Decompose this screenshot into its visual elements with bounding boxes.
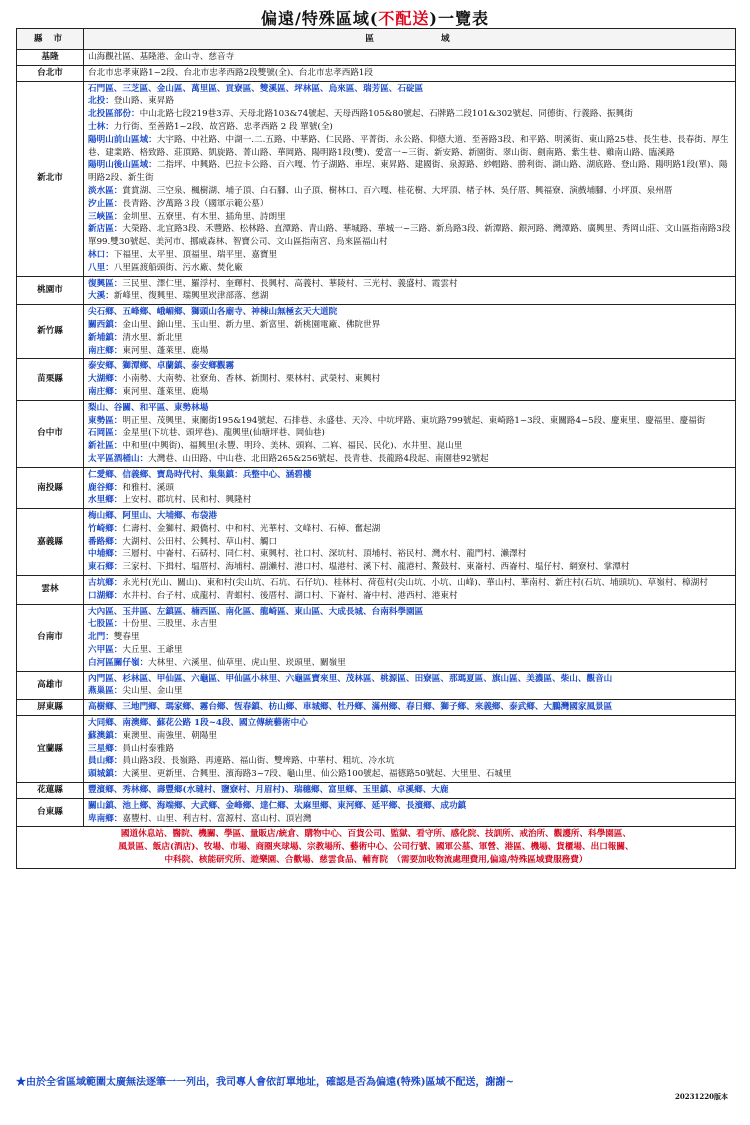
area-detail: 大湖村、公田村、公興村、草山村、觸口 <box>122 536 278 547</box>
area-heading: 陽明山後山區域： <box>88 160 157 171</box>
area-heading: 石岡區： <box>88 428 123 439</box>
table-row <box>17 359 736 400</box>
county-cell: 高雄市 <box>17 671 84 700</box>
area-cell <box>84 783 736 799</box>
area-cell <box>84 716 736 783</box>
area-heading: 北門： <box>88 632 114 643</box>
area-line <box>88 262 731 275</box>
area-line <box>88 211 731 224</box>
area-line <box>88 332 731 345</box>
area-line <box>88 83 731 96</box>
area-detail: 中和里(中興街)、福興里(永豐、明玲、美林、頭嵙、二嵙、福民、民化)、水井里、崑山里 <box>122 441 463 452</box>
table-row <box>17 798 736 827</box>
title-no-delivery: 不配送 <box>378 9 430 28</box>
area-line <box>88 453 731 466</box>
area-line <box>88 278 731 291</box>
area-line <box>88 386 731 399</box>
area-detail: 尖山里、金山里 <box>122 686 183 697</box>
exclusion-list <box>17 827 736 868</box>
area-heading: 三峽區： <box>88 211 123 222</box>
area-heading: 林口： <box>88 249 114 260</box>
area-detail: 十份里、三股里、永吉里 <box>122 619 217 630</box>
area-heading: 汐止區： <box>88 198 123 209</box>
area-detail: 東河里、蓬萊里、鹿場 <box>122 345 209 356</box>
area-heading: 仁愛鄉、信義鄉、寶島時代村、集集鎮：兵整中心、涵碧樓 <box>88 469 312 480</box>
area-cell <box>84 359 736 400</box>
area-line <box>88 469 731 482</box>
area-line <box>88 717 731 730</box>
area-heading: 東勢區： <box>88 415 123 426</box>
area-detail: 和雅村、溪頭 <box>122 482 174 493</box>
area-heading: 大內區、玉井區、左鎮區、楠西區、南化區、龍崎區、東山區、大成長城、台南科學園區 <box>88 606 424 617</box>
area-detail: 賞賞湖、三空泉、楓樹湖、埔子頂、白石腳、山子頂、樹林口、百六嘎、桂花樹、大坪頂、楮子林、吳仔厝、興福寮、演戲埔腳、小坪頂、泉州厝 <box>122 185 673 196</box>
area-detail: 員山路3段、長嶺路、再連路、福山街、雙埤路、中華村、粗坑、冷水坑 <box>122 756 395 767</box>
area-heading: 口湖鄉： <box>88 590 123 601</box>
area-heading: 六甲區： <box>88 645 123 656</box>
area-line <box>88 523 731 536</box>
table-row <box>17 716 736 783</box>
disclaimer-note <box>16 1073 514 1088</box>
area-line <box>88 730 731 743</box>
exclusion-line: 中科院、核能研究所、遊樂園、合歡場、慈雲食品、輔育院 （需要加收物流處理費用,偏遠/特殊區域費服務費） <box>164 855 588 866</box>
area-line <box>88 306 731 319</box>
area-heading: 梅山鄉、阿里山、大埔鄉、布袋港 <box>88 511 217 522</box>
county-cell: 台南市 <box>17 604 84 671</box>
area-detail: 嘉豐村、山里、利吉村、富源村、富山村、頂岩灣 <box>122 813 312 824</box>
header-county: 縣 市 <box>17 29 84 50</box>
area-heading: 淡水區： <box>88 185 123 196</box>
area-detail: 仁壽村、金獅村、緞僑村、中和村、光華村、文峰村、石棹、奮起湖 <box>122 523 381 534</box>
table-row <box>17 467 736 508</box>
area-cell <box>84 81 736 276</box>
version-label: 20231220版本 <box>675 1092 728 1101</box>
star-icon: ★ <box>16 1077 26 1088</box>
area-heading: 頭城鎮： <box>88 769 123 780</box>
table-row <box>17 50 736 66</box>
county-cell: 南投縣 <box>17 467 84 508</box>
area-line <box>88 618 731 631</box>
area-detail: 二指坪、中興路、巴拉卡公路、百六嘎、竹子湖路、車埕、東昇路、建國街、泉源路、紗帽路、勝利街、湖山路、湖底路、登山路、陽明路1段(單)、陽明路2段、新生街 <box>88 160 728 184</box>
area-line <box>88 494 731 507</box>
table-row <box>17 700 736 716</box>
area-heading: 古坑鄉： <box>88 578 123 589</box>
area-detail: 小南勢、大南勢、社寮角、香林、新開村、栗林村、武榮村、東興村 <box>122 374 381 385</box>
area-heading: 陽明山前山區域： <box>88 134 157 145</box>
county-cell: 新北市 <box>17 81 84 276</box>
area-detail: 大榮路、北宜路3段、禾豐路、松林路、直潭路、青山路、華城路、華城一~三路、新烏路3段、新潭路、銀河路、灣潭路、廣興里、秀岡山莊、文山區指南路3段單99.雙30號起、美河市、挪威森林、智寶公司、文山區指南宮、烏來區福山村 <box>88 224 731 248</box>
area-heading: 燕巢區： <box>88 686 123 697</box>
area-heading: 大湖鄉： <box>88 374 123 385</box>
area-detail: 大林里、六溪里、仙草里、虎山里、崁頭里、關嶺里 <box>148 657 346 668</box>
area-cell <box>84 604 736 671</box>
area-line <box>88 159 731 185</box>
disclaimer-text: 由於全省區域範圍太廣無法逐筆一一列出，我司專人會依訂單地址，確認是否為偏遠(特殊)區域不配送，謝謝~ <box>26 1077 514 1088</box>
area-cell <box>84 671 736 700</box>
area-heading: 番路鄉： <box>88 536 123 547</box>
county-cell: 雲林 <box>17 576 84 605</box>
area-cell <box>84 305 736 359</box>
area-line <box>88 548 731 561</box>
area-heading: 鹿谷鄉： <box>88 482 123 493</box>
area-heading: 東石鄉： <box>88 562 123 573</box>
area-line <box>88 415 731 428</box>
area-line <box>88 345 731 358</box>
exclusion-line: 國道休息站、醫院、機關、學區、量販店/統倉、購物中心、百貨公司、監獄、看守所、感化院、技訓所、戒治所、觀護所、科學園區、 <box>120 829 632 840</box>
area-heading: 卑南鄉： <box>88 813 123 824</box>
area-heading: 石門區、三芝區、金山區、萬里區、貢寮區、雙溪區、坪林區、烏來區、瑞芳區、石碇區 <box>88 83 424 94</box>
area-line <box>88 673 731 686</box>
area-heading: 八里： <box>88 262 114 273</box>
area-line <box>88 360 731 373</box>
area-line <box>88 813 731 826</box>
area-heading: 泰安鄉、獅潭鄉、卓蘭鎮、泰安鄉觀霧 <box>88 361 235 372</box>
area-detail: 大宇路、中社路、中湖一.二.五路、中華路、仁民路、平菁街、永公路、仰德大道、至善路3段、和平路、明溪街、東山路25巷、長生巷、長春街、厚生巷、建業路、格致路、莊頂路、凱旋路、菁山路、華岡路、陽明路1段(雙)、愛富一~三街、新安路、新園街、翠山街、劍南路、紫生巷、雞南山路、臨溪路 <box>88 134 729 158</box>
area-line <box>88 108 731 121</box>
area-heading: 關西鎮： <box>88 319 123 330</box>
area-detail: 三家村、下揖村、塭厝村、海埔村、副瀨村、港口村、塭港村、溪下村、龍港村、鰲鼓村、東崙村、西崙村、塭仔村、網寮村、掌潭村 <box>122 562 630 573</box>
table-row <box>17 305 736 359</box>
area-line <box>88 185 731 198</box>
area-heading: 南庄鄉： <box>88 345 123 356</box>
area-heading: 中埔鄉： <box>88 549 123 560</box>
area-detail: 東河里、蓬萊里、鹿場 <box>122 386 209 397</box>
exclusion-line: 風景區、飯店(酒店)、牧場、市場、商圈夾球場、宗教場所、藝術中心、公司行號、國軍公墓、軍營、港區、機場、貨櫃場、出口報關、 <box>118 842 634 853</box>
county-cell: 桃園市 <box>17 276 84 305</box>
area-detail: 東澳里、南強里、朝陽里 <box>122 730 217 741</box>
area-cell <box>84 576 736 605</box>
area-detail: 永光村(光山、關山)、東和村(尖山坑、石坑、石仔坑)、桂林村、荷苞村(尖山坑、小坑、山峰)、華山村、華南村、新庄村(石坑、埔頭坑)、草嶺村、樟湖村 <box>122 578 708 589</box>
area-line <box>88 606 731 619</box>
area-detail: 台北市忠孝東路1~2段、台北市忠孝西路2段雙號(全)、台北市忠孝西路1段 <box>88 67 373 78</box>
area-heading: 北投區部份： <box>88 109 140 120</box>
area-line <box>88 373 731 386</box>
area-line <box>88 134 731 160</box>
remote-area-table <box>16 28 736 869</box>
area-cell <box>84 798 736 827</box>
area-heading: 尖石鄉、五峰鄉、峨嵋鄉、獅頭山各廟寺、神棟山無極玄天大道院 <box>88 307 338 318</box>
area-line <box>88 95 731 108</box>
area-heading: 水里鄉： <box>88 495 123 506</box>
area-line <box>88 631 731 644</box>
area-line <box>88 51 731 64</box>
area-detail: 雙春里 <box>113 632 140 643</box>
county-cell: 苗栗縣 <box>17 359 84 400</box>
table-row <box>17 400 736 467</box>
county-cell: 花蓮縣 <box>17 783 84 799</box>
area-heading: 大同鄉、南澳鄉、蘇花公路 1段~4段、國立傳統藝術中心 <box>88 718 308 729</box>
county-cell: 基隆 <box>17 50 84 66</box>
header-area: 區 域 <box>84 29 736 50</box>
area-line <box>88 577 731 590</box>
area-cell <box>84 700 736 716</box>
area-detail: 金星里(下坑巷、頭坪巷)、龍興里(仙塘坪巷、岡仙巷) <box>122 428 325 439</box>
area-heading: 新店區： <box>88 224 123 235</box>
area-detail: 新峰里、復興里、瑞興里崁津部落、慈湖 <box>113 291 269 302</box>
area-line <box>88 198 731 211</box>
area-heading: 七股區： <box>88 619 123 630</box>
title-prefix: 偏遠/特殊區域( <box>260 9 379 28</box>
area-line <box>88 482 731 495</box>
area-detail: 三層村、中崙村、石硦村、同仁村、東興村、社口村、深坑村、頂埔村、裕民村、灣水村、龍門村、瀨澤村 <box>122 549 527 560</box>
area-cell <box>84 276 736 305</box>
area-detail: 金山里、錦山里、玉山里、新力里、新富里、新桃園電廠、佛院世界 <box>122 319 381 330</box>
title-suffix: )一覽表 <box>429 9 489 28</box>
area-heading: 南庄鄉： <box>88 386 123 397</box>
area-detail: 清水里、新北里 <box>122 332 183 343</box>
area-detail: 大溪里、更新里、合興里、濱海路3~7段、龜山里、仙公路100號起、福德路50號起、大里里、石城里 <box>122 769 512 780</box>
area-line <box>88 768 731 781</box>
exclusion-footer-row <box>17 827 736 868</box>
area-detail: 山海觀社區、基隆港、金山寺、慈音寺 <box>88 52 235 62</box>
area-detail: 三民里、澤仁里、羅浮村、奎輝村、長興村、高義村、華陵村、三光村、義盛村、霞雲村 <box>122 278 458 289</box>
county-cell: 宜蘭縣 <box>17 716 84 783</box>
area-heading: 關山鎮、池上鄉、海端鄉、大武鄉、金峰鄉、達仁鄉、太麻里鄉、東河鄉、延平鄉、長濱鄉、成功鎮 <box>88 800 467 811</box>
area-detail: 八里區渡船頭街、污水廠、焚化廠 <box>113 262 243 273</box>
area-line <box>88 590 731 603</box>
area-heading: 大溪： <box>88 291 114 302</box>
table-row <box>17 783 736 799</box>
area-detail: 員山村泰雅路 <box>122 743 174 754</box>
area-cell <box>84 467 736 508</box>
area-heading: 復興區： <box>88 278 123 289</box>
table-row <box>17 671 736 700</box>
table-row <box>17 604 736 671</box>
area-line <box>88 784 731 797</box>
area-line <box>88 743 731 756</box>
county-cell: 屏東縣 <box>17 700 84 716</box>
area-heading: 新埔鎮： <box>88 332 123 343</box>
area-detail: 中山北路七段219巷3弄、天母北路103&74號起、天母西路105&80號起、石牌路二段101&302號起、同德街、行義路、振興街 <box>139 109 633 120</box>
area-heading: 太平區酒桶山： <box>88 453 149 464</box>
area-line <box>88 440 731 453</box>
area-heading: 員山鄉： <box>88 756 123 767</box>
county-cell: 台北市 <box>17 65 84 81</box>
area-line <box>88 800 731 813</box>
area-detail: 長青路、汐萬路３段（國軍示範公墓） <box>122 198 269 209</box>
area-line <box>88 701 731 714</box>
area-line <box>88 755 731 768</box>
table-row <box>17 65 736 81</box>
area-heading: 士林： <box>88 121 114 132</box>
area-heading: 高樹鄉、三地門鄉、瑪家鄉、霧台鄉、恆春鎮、枋山鄉、車城鄉、牡丹鄉、滿州鄉、春日鄉、獅子鄉、來義鄉、泰武鄉、大鵬灣國家風景區 <box>88 702 613 713</box>
table-row <box>17 81 736 276</box>
area-detail: 大丘里、王爺里 <box>122 645 183 656</box>
area-line <box>88 536 731 549</box>
area-cell <box>84 50 736 66</box>
area-detail: 金圳里、五寮里、有木里、插角里、詩朗里 <box>122 211 286 222</box>
area-detail: 水井村、台子村、成龍村、青蚶村、後厝村、湖口村、下崙村、崙中村、港西村、港東村 <box>122 590 458 601</box>
area-detail: 下福里、太平里、頂福里、瑞平里、嘉寶里 <box>113 249 278 260</box>
area-heading: 梨山、谷關、和平區、東勢林場 <box>88 402 209 413</box>
area-line <box>88 319 731 332</box>
area-detail: 上安村、郡坑村、民和村、興隆村 <box>122 495 252 506</box>
area-line <box>88 644 731 657</box>
area-cell <box>84 509 736 576</box>
county-cell: 台東縣 <box>17 798 84 827</box>
table-row <box>17 276 736 305</box>
area-detail: 明正里、茂興里、東關街195&194號起、石排巷、永盛巷、天冷、中坑坪路、東坑路799號起、東崎路1~3段、東關路4~5段、慶東里、慶福里、慶福街 <box>122 415 706 426</box>
area-detail: 大灣巷、山田路、中山巷、北田路265&256號起、長青巷、長龍路4段起、南園巷92號起 <box>148 453 489 464</box>
area-line <box>88 427 731 440</box>
area-line <box>88 402 731 415</box>
area-detail: 力行街、至善路1~2段、故宮路、忠孝西路 2 段 單號(全) <box>113 121 333 132</box>
county-cell: 嘉義縣 <box>17 509 84 576</box>
table-header-row <box>17 29 736 50</box>
area-heading: 竹崎鄉： <box>88 523 123 534</box>
area-heading: 豐濱鄉、秀林鄉、壽豐鄉(水璉村、鹽寮村、月眉村)、瑞穗鄉、富里鄉、玉里鎮、卓溪鄉、大鹿 <box>88 785 449 796</box>
county-cell: 新竹縣 <box>17 305 84 359</box>
area-line <box>88 657 731 670</box>
county-cell: 台中市 <box>17 400 84 467</box>
area-line <box>88 67 731 80</box>
table-row <box>17 576 736 605</box>
area-heading: 白河區關仔嶺： <box>88 657 149 668</box>
area-heading: 蘇澳鎮： <box>88 730 123 741</box>
area-line <box>88 685 731 698</box>
table-row <box>17 509 736 576</box>
area-heading: 新社區： <box>88 441 123 452</box>
area-heading: 內門區、杉林區、甲仙區、六龜區、甲仙區小林里、六龜區寶來里、茂林區、桃源區、田寮區、那瑪夏區、旗山區、美濃區、柴山、觀音山 <box>88 673 613 684</box>
area-heading: 北投： <box>88 96 114 107</box>
area-cell <box>84 400 736 467</box>
area-detail: 登山路、東昇路 <box>113 96 174 107</box>
page-title <box>0 6 750 29</box>
area-line <box>88 121 731 134</box>
area-line <box>88 249 731 262</box>
area-line <box>88 290 731 303</box>
area-line <box>88 510 731 523</box>
area-line <box>88 561 731 574</box>
area-line <box>88 223 731 249</box>
area-cell <box>84 65 736 81</box>
area-heading: 三星鄉： <box>88 743 123 754</box>
